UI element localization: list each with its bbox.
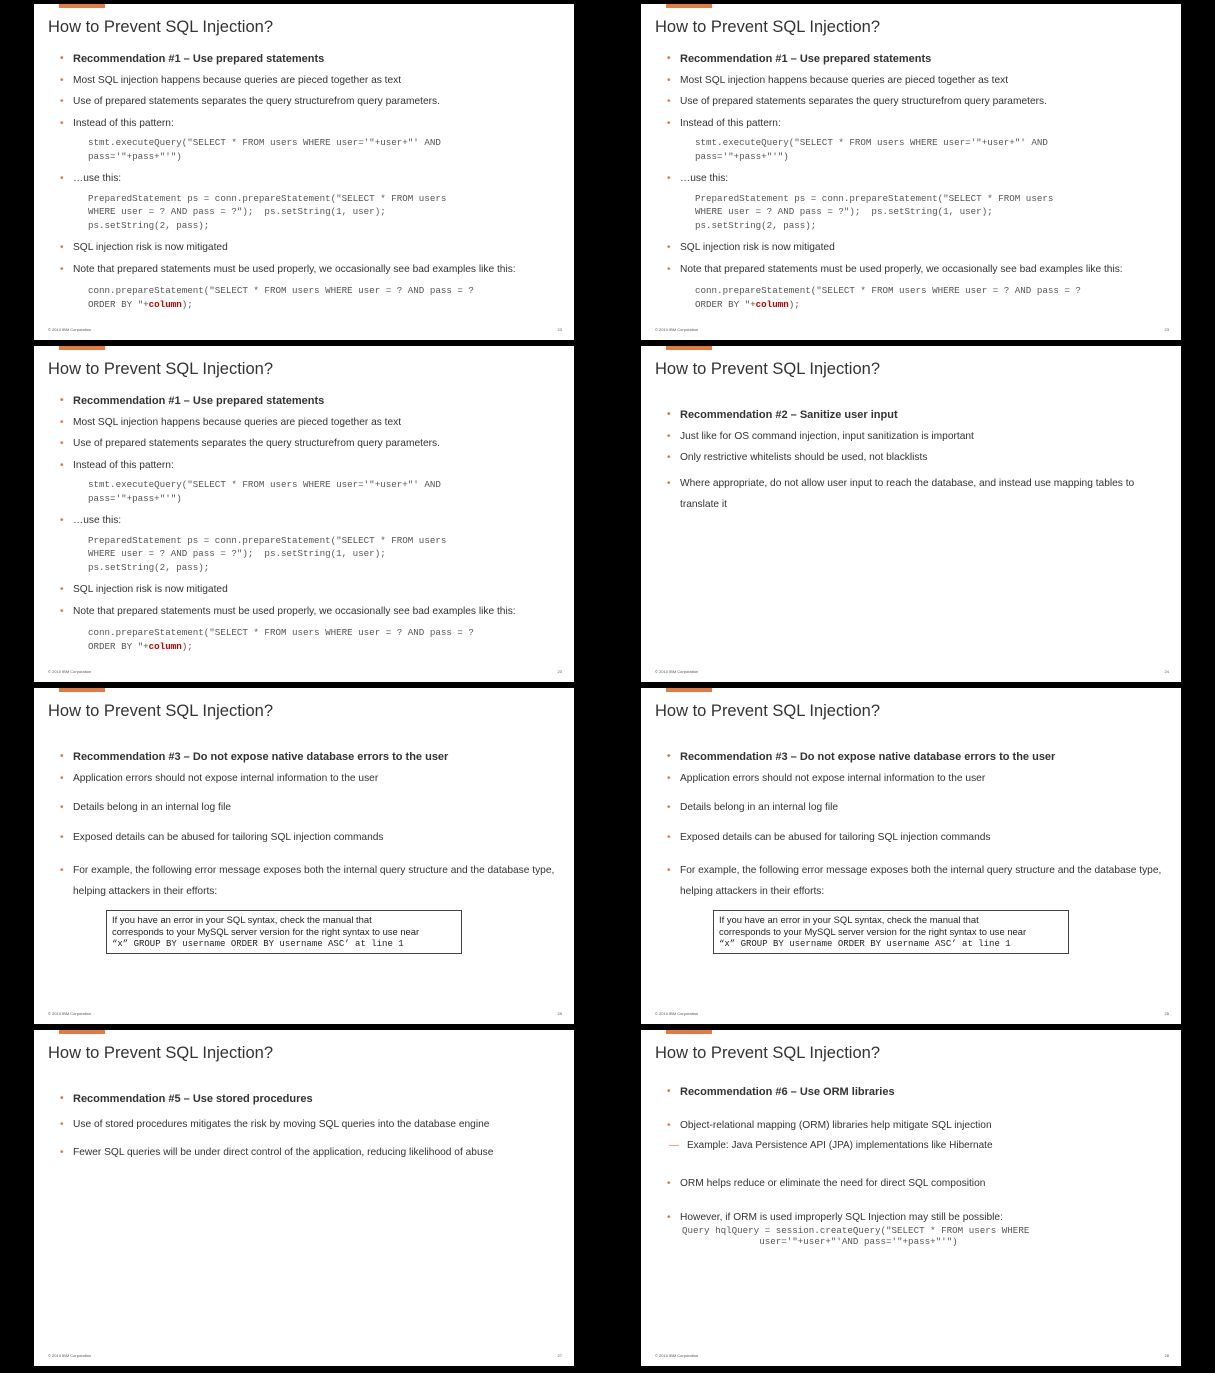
code-snippet: [60, 626, 568, 653]
bullet: • Exposed details can be abused for tailoring SQL injection commands: [667, 831, 1175, 845]
bullet: • Note that prepared statements must be used properly, we occasionally see bad examples like this:: [60, 605, 568, 619]
error-line: corresponds to your MySQL server version for the right syntax to use near: [112, 926, 420, 937]
bullet: • Details belong in an internal log file: [60, 801, 568, 815]
slide-left-bar: [4, 4, 34, 340]
bullet: • Object-relational mapping (ORM) libraries help mitigate SQL injection: [667, 1119, 1175, 1133]
error-message-box: [713, 910, 1069, 954]
slide-page-number: 25: [557, 1011, 562, 1016]
bullet: • Exposed details can be abused for tailoring SQL injection commands: [60, 831, 568, 845]
slide-title: How to Prevent SQL Injection?: [48, 18, 274, 36]
slide-body: [667, 52, 1175, 320]
bullet: • For example, the following error message exposes both the internal query structure and the database type, helping attackers in their efforts:: [667, 860, 1175, 902]
bullet-recommendation: • Recommendation #1 – Use prepared statements: [60, 394, 568, 408]
bullet: • Where appropriate, do not allow user input to reach the database, and instead use mapping tables to translate it: [667, 473, 1175, 515]
code-text: );: [788, 298, 800, 310]
slide-body: [667, 408, 1175, 522]
slide-right-bar: [1181, 346, 1211, 682]
slide-25-copy[interactable]: [611, 688, 1211, 1024]
slide-left-bar: [611, 4, 641, 340]
slide-copyright: © 2010 IBM Corporation: [655, 327, 699, 332]
error-line: corresponds to your MySQL server version for the right syntax to use near: [719, 926, 1027, 937]
slide-title: How to Prevent SQL Injection?: [48, 360, 274, 378]
slide-page-number: 23: [557, 327, 562, 332]
spacer: [667, 852, 1175, 860]
bullet: • Details belong in an internal log file: [667, 801, 1175, 815]
slide-accent-bar: [666, 346, 712, 350]
slide-body: [60, 394, 568, 662]
slide-right-bar: [574, 4, 604, 340]
bullet: • Just like for OS command injection, input sanitization is important: [667, 430, 1175, 444]
slide-right-bar: [1181, 1030, 1211, 1366]
bullet: • …use this:: [667, 172, 1175, 186]
bullet-recommendation: • Recommendation #1 – Use prepared statements: [667, 52, 1175, 66]
error-line: If you have an error in your SQL syntax, check the manual that: [112, 914, 372, 925]
slide-page-number: 23: [1164, 327, 1169, 332]
bullet: • ORM helps reduce or eliminate the need for direct SQL composition: [667, 1177, 1175, 1191]
slide-28[interactable]: [611, 1030, 1211, 1366]
slide-accent-bar: [59, 1030, 105, 1034]
slide-accent-bar: [59, 346, 105, 350]
spacer: [60, 852, 568, 860]
slide-right-bar: [574, 1030, 604, 1366]
slide-copyright: © 2010 IBM Corporation: [655, 1011, 699, 1016]
spacer: [60, 793, 568, 801]
code-text: );: [181, 640, 193, 652]
bullet: • However, if ORM is used improperly SQL Injection may still be possible:: [667, 1211, 1175, 1225]
bullet: • Use of prepared statements separates the query structurefrom query parameters.: [60, 437, 568, 451]
bullet: • Application errors should not expose internal information to the user: [667, 772, 1175, 786]
slide-right-bar: [574, 688, 604, 1024]
slide-copyright: © 2010 IBM Corporation: [48, 1011, 92, 1016]
error-line: “x” GROUP BY username ORDER BY username ASC’ at line 1: [719, 939, 1011, 949]
bullet-recommendation: • Recommendation #3 – Do not expose native database errors to the user: [667, 750, 1175, 764]
spacer: [667, 1199, 1175, 1211]
bullet: • Instead of this pattern:: [60, 459, 568, 473]
code-snippet: Query hqlQuery = session.createQuery("SELECT * FROM users WHERE user='"+user+"'AND pass='"+pass+"'"): [682, 1224, 1030, 1247]
bullet: • Note that prepared statements must be used properly, we occasionally see bad examples like this:: [667, 263, 1175, 277]
spacer: [60, 823, 568, 831]
bullet: • Most SQL injection happens because queries are pieced together as text: [60, 416, 568, 430]
slide-23-copy-2[interactable]: [4, 346, 604, 682]
slide-title: How to Prevent SQL Injection?: [655, 360, 881, 378]
error-line: “x” GROUP BY username ORDER BY username ASC’ at line 1: [112, 939, 404, 949]
slide-page-number: 23: [557, 669, 562, 674]
slide-body: [60, 52, 568, 320]
slide-title: How to Prevent SQL Injection?: [48, 1044, 274, 1062]
code-snippet: stmt.executeQuery("SELECT * FROM users WHERE user='"+user+"' AND pass='"+pass+"'"): [88, 479, 441, 504]
code-snippet: [667, 284, 1175, 311]
bullet: • Instead of this pattern:: [667, 117, 1175, 131]
slide-23[interactable]: [4, 4, 604, 340]
slide-23-copy[interactable]: [611, 4, 1211, 340]
code-snippet: PreparedStatement ps = conn.prepareStatement("SELECT * FROM users WHERE user = ? AND pass = ?"); ps.setString(1, user); ps.setString(2, pass);: [88, 534, 447, 573]
bullet: • SQL injection risk is now mitigated: [667, 241, 1175, 255]
slide-left-bar: [611, 1030, 641, 1366]
slide-page-number: 24: [1164, 669, 1169, 674]
code-snippet: stmt.executeQuery("SELECT * FROM users WHERE user='"+user+"' AND pass='"+pass+"'"): [695, 137, 1048, 162]
slide-27[interactable]: [4, 1030, 604, 1366]
slide-right-bar: [574, 346, 604, 682]
bullet-recommendation: • Recommendation #2 – Sanitize user input: [667, 408, 1175, 422]
code-snippet: PreparedStatement ps = conn.prepareStatement("SELECT * FROM users WHERE user = ? AND pass = ?"); ps.setString(1, user); ps.setString(2, pass);: [695, 192, 1054, 231]
slide-left-bar: [611, 688, 641, 1024]
slide-title: How to Prevent SQL Injection?: [48, 702, 274, 720]
error-message-box: [106, 910, 462, 954]
slide-right-bar: [1181, 4, 1211, 340]
slide-copyright: © 2010 IBM Corporation: [48, 1353, 92, 1358]
slide-accent-bar: [59, 4, 105, 8]
bullet: • Use of prepared statements separates the query structurefrom query parameters.: [667, 95, 1175, 109]
slide-accent-bar: [666, 4, 712, 8]
bullet: • Use of prepared statements separates the query structurefrom query parameters.: [60, 95, 568, 109]
slide-page-number: 27: [557, 1353, 562, 1358]
bullet: • Most SQL injection happens because queries are pieced together as text: [667, 74, 1175, 88]
spacer: [667, 793, 1175, 801]
slide-page-number: 25: [1164, 1011, 1169, 1016]
code-snippet: stmt.executeQuery("SELECT * FROM users WHERE user='"+user+"' AND pass='"+pass+"'"): [88, 137, 441, 162]
code-highlight: column: [148, 298, 182, 310]
code-snippet: PreparedStatement ps = conn.prepareStatement("SELECT * FROM users WHERE user = ? AND pass = ?"); ps.setString(1, user); ps.setString(2, pass);: [88, 192, 447, 231]
slide-right-bar: [1181, 688, 1211, 1024]
error-line: If you have an error in your SQL syntax, check the manual that: [719, 914, 979, 925]
slide-25[interactable]: [4, 688, 604, 1024]
slide-accent-bar: [666, 1030, 712, 1034]
bullet: • Fewer SQL queries will be under direct control of the application, reducing likelihood of abuse: [60, 1142, 568, 1163]
bullet-recommendation: • Recommendation #6 – Use ORM libraries: [667, 1085, 1175, 1099]
code-highlight: column: [148, 640, 182, 652]
bullet-recommendation: • Recommendation #1 – Use prepared statements: [60, 52, 568, 66]
bullet-recommendation: • Recommendation #5 – Use stored procedures: [60, 1092, 568, 1106]
code-text: conn.prepareStatement("SELECT * FROM users WHERE user = ? AND pass = ? ORDER BY "+: [88, 285, 474, 310]
bullet: • For example, the following error message exposes both the internal query structure and the database type, helping attackers in their efforts:: [60, 860, 568, 902]
slide-title: How to Prevent SQL Injection?: [655, 1044, 881, 1062]
code-text: );: [181, 298, 193, 310]
slide-page-number: 28: [1164, 1353, 1169, 1358]
slide-body: [60, 750, 568, 954]
bullet: • Only restrictive whitelists should be used, not blacklists: [667, 451, 1175, 465]
slide-accent-bar: [59, 688, 105, 692]
slide-copyright: © 2010 IBM Corporation: [655, 1353, 699, 1358]
bullet: • Use of stored procedures mitigates the risk by moving SQL queries into the database engine: [60, 1114, 568, 1135]
slide-body: [667, 1085, 1175, 1256]
slide-copyright: © 2010 IBM Corporation: [48, 327, 92, 332]
bullet: • …use this:: [60, 514, 568, 528]
slide-copyright: © 2010 IBM Corporation: [655, 669, 699, 674]
slide-24[interactable]: [611, 346, 1211, 682]
slide-copyright: © 2010 IBM Corporation: [48, 669, 92, 674]
slide-body: [667, 750, 1175, 954]
slide-title: How to Prevent SQL Injection?: [655, 18, 881, 36]
bullet: • SQL injection risk is now mitigated: [60, 583, 568, 597]
code-text: conn.prepareStatement("SELECT * FROM users WHERE user = ? AND pass = ? ORDER BY "+: [88, 627, 474, 652]
spacer: [667, 823, 1175, 831]
bullet-recommendation: • Recommendation #3 – Do not expose native database errors to the user: [60, 750, 568, 764]
bullet: • Most SQL injection happens because queries are pieced together as text: [60, 74, 568, 88]
bullet: • Instead of this pattern:: [60, 117, 568, 131]
code-snippet: [60, 284, 568, 311]
slide-title: How to Prevent SQL Injection?: [655, 702, 881, 720]
code-text: conn.prepareStatement("SELECT * FROM users WHERE user = ? AND pass = ? ORDER BY "+: [695, 285, 1081, 310]
slide-left-bar: [4, 688, 34, 1024]
slide-left-bar: [4, 1030, 34, 1366]
bullet: • SQL injection risk is now mitigated: [60, 241, 568, 255]
slide-accent-bar: [666, 688, 712, 692]
slide-body: [60, 1092, 568, 1171]
bullet: • Note that prepared statements must be used properly, we occasionally see bad examples like this:: [60, 263, 568, 277]
bullet: • Application errors should not expose internal information to the user: [60, 772, 568, 786]
slide-grid: [4, 4, 1211, 1369]
code-highlight: column: [755, 298, 789, 310]
sub-bullet: — Example: Java Persistence API (JPA) implementations like Hibernate: [667, 1140, 1175, 1151]
slide-left-bar: [4, 346, 34, 682]
slide-left-bar: [611, 346, 641, 682]
spacer: [667, 1159, 1175, 1177]
spacer: [667, 1107, 1175, 1119]
bullet: • …use this:: [60, 172, 568, 186]
